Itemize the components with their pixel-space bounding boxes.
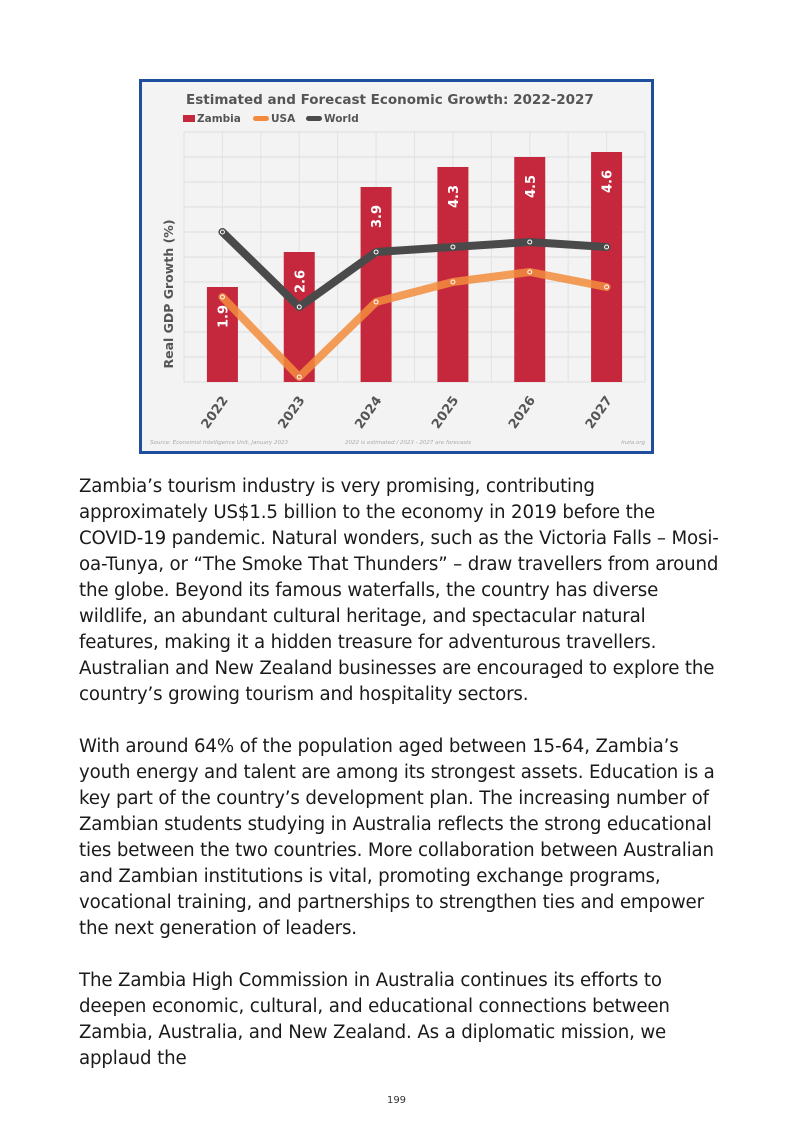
bar-label-2026: 4.5	[523, 175, 539, 199]
paragraph-education: With around 64% of the population aged between 15-64, Zambia’s youth energy and talent are among its strongest assets. Education is a key part of the country’s development plan. The increasing number of Zambian students studying in Australia reflects the strong educational ties between the two countries. More collaboration between Australian and Zambian institutions is vital, promoting exchange programs, vocational training, and partnerships to strengthen ties and empower the next generation of leaders.	[79, 736, 715, 939]
bar-label-2027: 4.6	[600, 170, 616, 194]
x-tick-2022: 2022	[198, 393, 232, 432]
x-tick-2025: 2025	[429, 393, 463, 432]
y-axis-label: Real GDP Growth (%)	[161, 219, 176, 369]
bar-label-2022: 1.9	[216, 305, 232, 329]
bar-label-2023: 2.6	[293, 270, 309, 294]
legend-label-zambia: Zambia	[197, 113, 241, 125]
article-body	[79, 474, 719, 1098]
legend-swatch-world	[306, 116, 322, 121]
x-axis-ticks	[199, 394, 616, 432]
legend-label-world: World	[324, 113, 359, 125]
chart-brand: Inzia.org	[621, 440, 645, 446]
x-tick-2027: 2027	[582, 393, 616, 432]
x-tick-2024: 2024	[352, 393, 386, 432]
page-number: 199	[386, 1095, 407, 1106]
chart-note: 2022 is estimated / 2023 - 2027 are forecasts	[345, 440, 472, 446]
paragraph-high-commission: The Zambia High Commission in Australia continues its efforts to deepen economic, cultural, and educational connections between Zambia, Australia, and New Zealand. As a diplomatic mission, we applaud the	[79, 970, 670, 1069]
chart-source: Source: Economist Intelligence Unit, January 2023	[150, 440, 289, 446]
bar-label-2025: 4.3	[446, 185, 462, 209]
legend-swatch-usa	[253, 116, 269, 121]
x-tick-2026: 2026	[505, 393, 540, 432]
chart-legend	[183, 113, 359, 125]
paragraph-tourism: Zambia’s tourism industry is very promising, contributing approximately US$1.5 billion to the economy in 2019 before the COVID-19 pandemic. Natural wonders, such as the Victoria Falls – Mosi-oa-Tunya, or “The Smoke That Thunders” – draw travellers from around the globe. Beyond its famous waterfalls, the country has diverse wildlife, an abundant cultural heritage, and spectacular natural features, making it a hidden treasure for adventurous travellers. Australian and New Zealand businesses are encouraged to explore the country’s growing tourism and hospitality sectors.	[79, 476, 719, 705]
legend-label-usa: USA	[271, 113, 296, 125]
x-tick-2023: 2023	[275, 393, 309, 432]
legend-swatch-zambia	[183, 115, 195, 122]
chart-title: Estimated and Forecast Economic Growth: 2022-2027	[186, 92, 594, 108]
growth-chart-svg	[142, 82, 651, 451]
bar-label-2024: 3.9	[370, 205, 386, 229]
growth-chart	[139, 79, 654, 454]
